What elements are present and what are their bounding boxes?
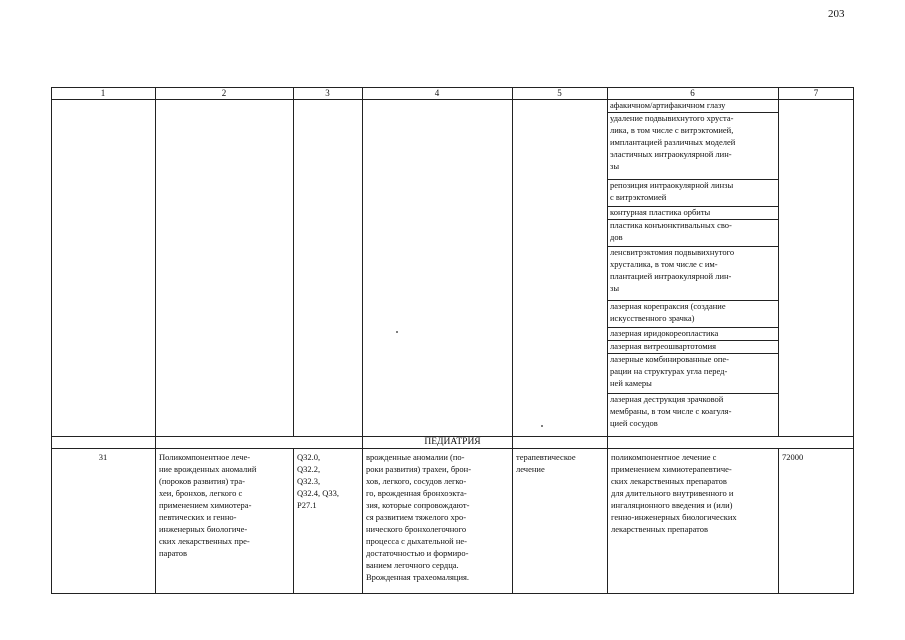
column-header: 6 xyxy=(690,88,695,98)
row-cost: 72000 xyxy=(782,452,804,462)
column-header: 7 xyxy=(813,88,819,98)
treatment-method-item: удаление подвывихнутого хруста- лика, в том числе с витрэктомией, имплантацией различных моделей эластичных интраокулярной лин- зы xyxy=(610,113,736,171)
treatment-method-item: лазерная корепраксия (создание искусственного зрачка) xyxy=(610,301,726,323)
column-divider xyxy=(293,449,294,594)
column-header: 1 xyxy=(100,88,106,98)
column-divider xyxy=(778,449,779,594)
treatment-method-item: контурная пластика орбиты xyxy=(610,207,711,217)
scan-speck xyxy=(396,331,398,333)
section-title: ПЕДИАТРИЯ xyxy=(424,437,481,447)
column-divider xyxy=(512,87,513,594)
row-number: 31 xyxy=(98,452,108,462)
treatment-method-item: лазерная деструкция зрачковой мембраны, в том числе с коагуля- цией сосудов xyxy=(610,394,732,428)
treatment-method-item: ленсвитрэктомия подвывихнутого хрусталика, в том числе с им- плантацией интраокулярной лин- зы xyxy=(610,247,735,293)
page-number: 203 xyxy=(828,8,845,20)
column-header: 3 xyxy=(325,88,330,98)
section-rule xyxy=(51,448,854,449)
treatment-method-item: репозиция интраокулярной линзы с витрэктомией xyxy=(610,180,734,202)
column-header: 2 xyxy=(221,88,227,98)
row-treatment-type: терапевтическое лечение xyxy=(516,452,576,474)
row-treatment-method: поликомпонентное лечение с применением химиотерапевтиче- ских лекарственных препаратов для длительного внутривенного и ингаляционного введения и (или) генно-инженерных биологических лекарственных препаратов xyxy=(611,452,737,534)
treatment-method-item: лазерная витреошвартотомия xyxy=(610,341,717,351)
column-divider xyxy=(155,87,156,594)
treatment-method-item: пластика конъюнктивальных сво- дов xyxy=(610,220,732,242)
column-divider xyxy=(778,87,779,437)
treatment-method-item: лазерные комбинированные опе- рации на структурах угла перед- ней камеры xyxy=(610,354,729,388)
table-border-right xyxy=(853,87,854,594)
column-divider xyxy=(293,87,294,437)
scan-speck xyxy=(541,425,543,427)
treatment-method-item: лазерная иридокореопластика xyxy=(610,328,719,338)
row-name: Поликомпонентное лече- ние врожденных аномалий (пороков развития) тра- хеи, бронхов, легкого с применением химиотера- певтических и генно- инженерных биологиче- ских лекарственных пре- паратов xyxy=(159,452,257,558)
table-border-left xyxy=(51,87,52,594)
table-border-bottom xyxy=(51,593,854,594)
column-divider xyxy=(362,87,363,594)
column-header: 5 xyxy=(557,88,562,98)
row-patient-model: врожденные аномалии (по- роки развития) трахеи, брон- хов, легкого, сосудов легко- го, врожденная бронхоэкта- зия, которые сопровождают- ся развитием тяжелого хро- нического бронхолегочного процесса с дыхательной не- достаточностью и формиро- ванием легочного сердца. Врожденная трахеомаляция. xyxy=(366,452,472,582)
column-header: 4 xyxy=(434,88,440,98)
treatment-method-item: афакичном/артифакичном глазу xyxy=(610,100,726,110)
medical-care-table xyxy=(51,87,854,594)
row-icd-codes: Q32.0, Q32.2, Q32.3, Q32.4, Q33, P27.1 xyxy=(297,452,340,510)
